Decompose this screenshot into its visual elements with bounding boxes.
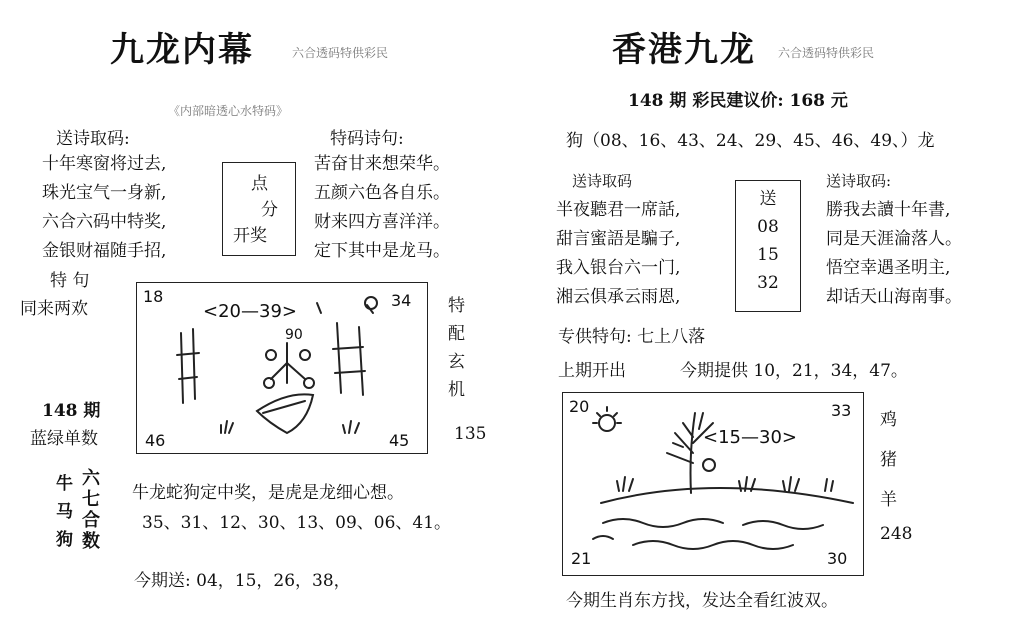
right-title-sub: 六合透码特供彩民 — [778, 46, 875, 60]
poem-line: 五颜六色各自乐。 — [314, 183, 450, 203]
left-subheading: 《内部暗透心水特码》 — [168, 104, 289, 118]
poem-line: 甜言蜜語是騙子, — [556, 229, 681, 249]
vertical-word: 猪 — [880, 450, 897, 470]
poem-line: 十年寒窗将过去, — [42, 154, 167, 174]
animal: 狗 — [56, 530, 73, 550]
right-poem-send-label-right: 送诗取码: — [826, 172, 892, 190]
sketch-number-tr: 34 — [391, 291, 412, 310]
poem-line: 却话天山海南事。 — [826, 287, 962, 307]
left-vertical-number: 135 — [454, 424, 487, 444]
vertical-word: 特 — [448, 296, 465, 316]
left-center-box — [222, 162, 296, 256]
vertical-word: 配 — [448, 324, 465, 344]
left-issue-desc: 蓝绿单数 — [30, 429, 98, 449]
left-issue-label: 148 期 — [42, 401, 101, 421]
heshu-char: 六 — [82, 468, 100, 489]
right-sketch-box — [562, 392, 864, 576]
vertical-word: 鸡 — [880, 410, 897, 430]
vertical-word: 羊 — [880, 490, 897, 510]
poem-line: 定下其中是龙马。 — [314, 241, 450, 261]
right-center-box — [735, 180, 801, 312]
poem-line: 财来四方喜洋洋。 — [314, 212, 450, 232]
left-special-phrase-label: 特 句 — [50, 271, 90, 291]
left-special-phrase: 同来两欢 — [20, 299, 88, 319]
poem-line: 同是天涯淪落人。 — [826, 229, 962, 249]
center-box-text: 32 — [757, 273, 779, 293]
poem-line: 勝我去讀十年書, — [826, 200, 951, 220]
sketch-number-bl: 46 — [145, 431, 166, 450]
center-box-text: 08 — [757, 217, 779, 237]
right-vertical-number: 248 — [880, 524, 913, 544]
heshu-char: 合 — [82, 510, 100, 531]
sketch-number-tl: 20 — [569, 397, 590, 416]
left-today-send: 今期送: 04，15，26，38， — [134, 571, 351, 591]
vertical-word: 玄 — [448, 352, 465, 372]
right-dog-line: 狗（08、16、43、24、29、45、46、49、）龙 — [566, 131, 935, 151]
left-animal-column — [56, 470, 73, 554]
left-vertical-words — [448, 292, 465, 404]
animal: 马 — [56, 502, 73, 522]
left-heshu-column — [82, 468, 100, 552]
center-box-text: 点 — [251, 174, 268, 194]
sketch-number-bl: 21 — [571, 549, 592, 568]
left-sketch-box — [136, 282, 428, 454]
poem-line: 我入银台六一门, — [556, 258, 681, 278]
left-line1: 牛龙蛇狗定中奖，是虎是龙细心想。 — [132, 483, 404, 503]
center-box-text: 分 — [261, 200, 278, 220]
right-special-phrase: 专供特句: 七上八落 — [558, 327, 706, 347]
left-title: 九龙内幕 — [110, 30, 254, 70]
sketch-number-tr: 33 — [831, 401, 852, 420]
left-poem-special-label: 特码诗句: — [330, 129, 404, 149]
left-poem-left — [42, 150, 166, 266]
poem-line: 苦奋甘来想荣华。 — [314, 154, 450, 174]
poem-line: 六合六码中特奖, — [42, 212, 167, 232]
left-title-sub: 六合透码特供彩民 — [292, 46, 389, 60]
poem-line: 半夜聽君一席話, — [556, 200, 681, 220]
right-poem-send-label-left: 送诗取码 — [572, 172, 633, 190]
left-poem-send-label: 送诗取码: — [56, 129, 130, 149]
poem-line: 湘云俱承云雨恩, — [556, 287, 681, 307]
right-poem-right — [826, 196, 962, 312]
heshu-char: 数 — [82, 531, 100, 552]
center-box-text: 开奖 — [233, 226, 267, 246]
sketch-number-tl: 18 — [143, 287, 164, 306]
right-title: 香港九龙 — [612, 30, 756, 70]
animal: 牛 — [56, 474, 73, 494]
right-suggest-price: 148 期 彩民建议价: 168 元 — [628, 91, 848, 111]
poem-line: 珠光宝气一身新, — [42, 183, 167, 203]
center-box-text: 送 — [759, 189, 777, 209]
poem-line: 金银财福随手招, — [42, 241, 167, 261]
poem-line: 悟空幸遇圣明主, — [826, 258, 951, 278]
sketch-number-br: 45 — [389, 431, 410, 450]
vertical-word: 机 — [448, 380, 465, 400]
right-bottom-line: 今期生肖东方找，发达全看红波双。 — [566, 591, 838, 611]
sketch-range: <15—30> — [703, 427, 797, 448]
right-last-issue: 上期开出 — [558, 361, 626, 381]
right-sketch-drawing — [563, 393, 863, 575]
right-poem-left — [556, 196, 680, 312]
sketch-range: <20—39> — [203, 301, 297, 322]
left-line2: 35、31、12、30、13、09、06、41。 — [142, 513, 452, 533]
right-this-issue: 今期提供 10，21，34，47。 — [680, 361, 908, 381]
sketch-number-br: 30 — [827, 549, 848, 568]
heshu-char: 七 — [82, 489, 100, 510]
left-sketch-drawing — [137, 283, 427, 453]
sketch-mid-number: 90 — [285, 327, 303, 343]
right-vertical-words — [880, 400, 897, 520]
center-box-text: 15 — [757, 245, 779, 265]
left-poem-right — [314, 150, 450, 266]
